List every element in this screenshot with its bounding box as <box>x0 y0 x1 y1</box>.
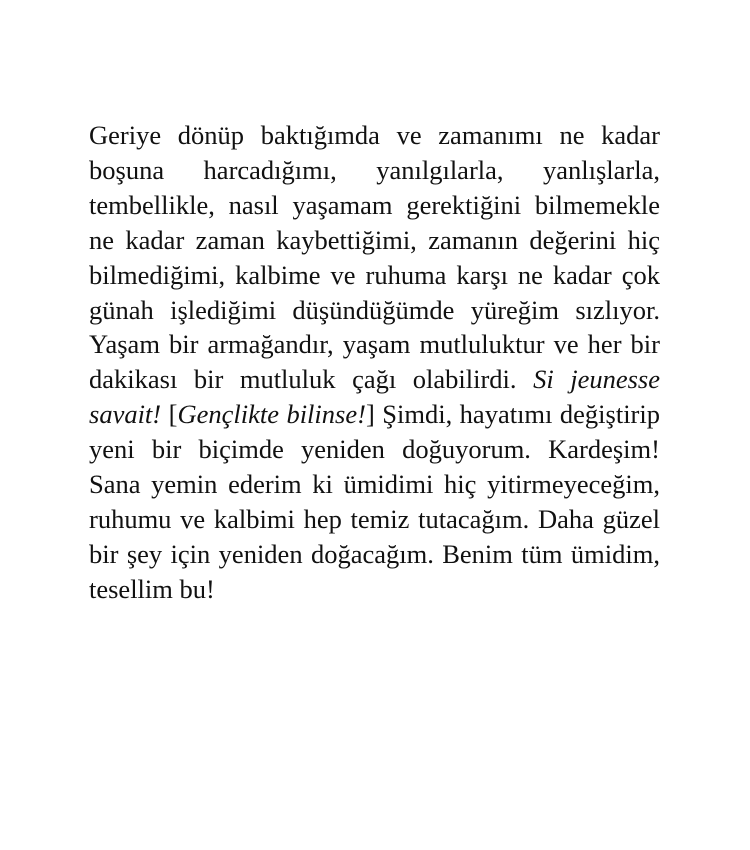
french-quote: Si jeunesse savait! <box>89 364 660 430</box>
bracket-open: [ <box>161 399 178 430</box>
quote-translation: Gençlikte bilinse! <box>177 399 366 430</box>
paragraph-text-part-1: Geriye dönüp baktığımda ve zamanımı ne kadar boşuna harcadığımı, yanılgılarla, yanlışlarla, tembellikle, nasıl yaşamam gerektiğini bilmemekle ne kadar zaman kaybettiğimi, zamanın değerini hiç bilmediğimi, kalbime ve ruhuma karşı ne kadar çok günah işlediğimi düşündüğümde yüreğim sızlıyor. Yaşam bir armağandır, yaşam mutluluktur ve her bir dakikası bir mutluluk çağı olabilirdi. <box>89 120 660 395</box>
body-paragraph <box>89 118 660 607</box>
paragraph-text-part-3: ] Şimdi, hayatımı değiştirip yeni bir biçimde yeniden doğuyorum. Kardeşim! Sana yemin ederim ki ümidimi hiç yitirmeyeceğim, ruhumu ve kalbimi hep temiz tutacağım. Daha güzel bir şey için yeniden doğacağım. Benim tüm ümidim, tesellim bu! <box>89 399 660 604</box>
